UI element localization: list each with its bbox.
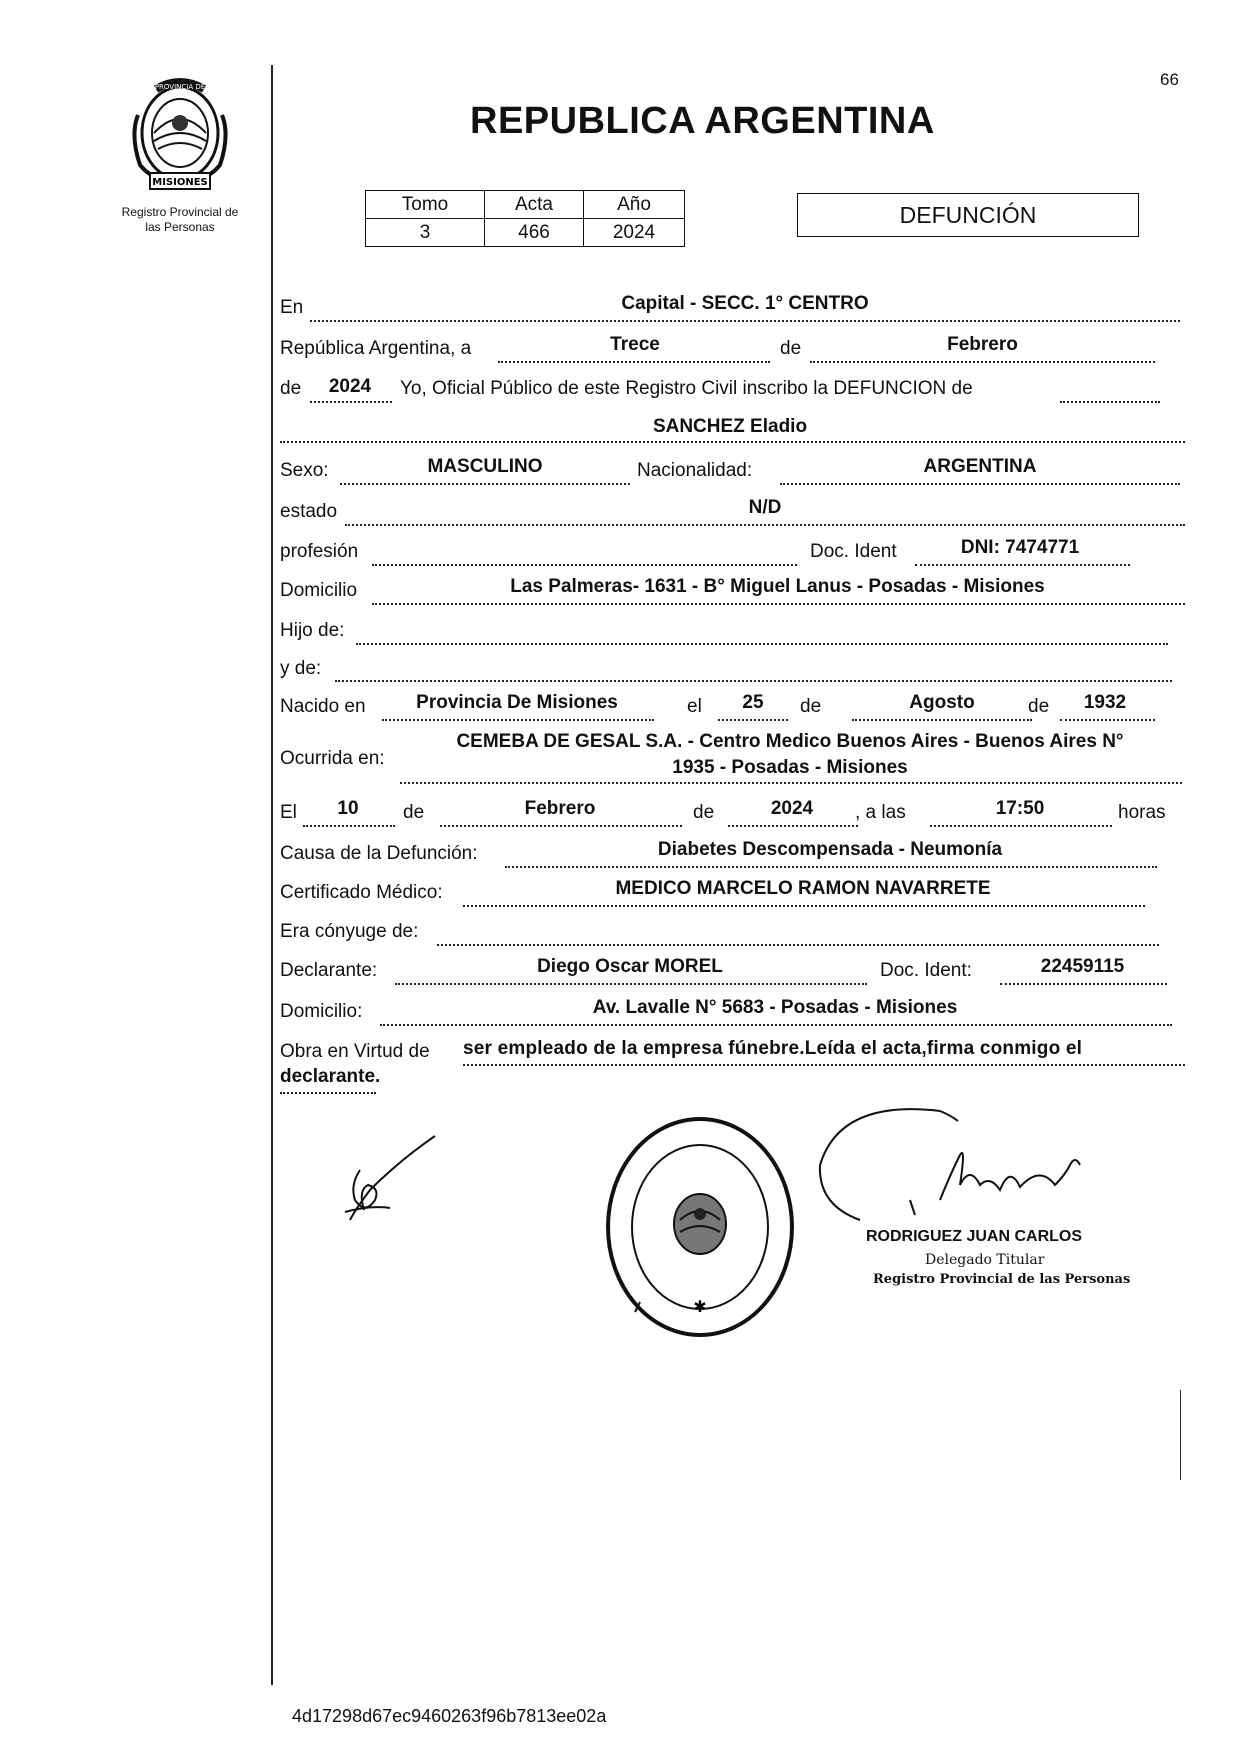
value-sexo: MASCULINO <box>427 456 543 477</box>
label-de: de <box>780 338 802 359</box>
value-nacido-dia: 25 <box>742 692 764 713</box>
value-lugar: Capital - SECC. 1° CENTRO <box>621 293 869 314</box>
header-acta: Acta <box>485 191 584 219</box>
label-nacionalidad: Nacionalidad: <box>637 460 753 481</box>
value-tomo: 3 <box>366 219 485 247</box>
label-conyuge: Era cónyuge de: <box>280 921 419 942</box>
label-domicilio-2: Domicilio: <box>280 1001 363 1022</box>
line-dia <box>498 361 770 363</box>
registry-name <box>100 205 260 235</box>
record-table <box>365 190 685 247</box>
official-org: Registro Provincial de las Personas <box>873 1272 1131 1287</box>
line-nombre <box>280 441 1185 443</box>
value-anio: 2024 <box>328 376 372 397</box>
svg-text:MISIONES: MISIONES <box>152 177 208 188</box>
value-anio: 2024 <box>584 219 685 247</box>
line-fallecio-mes <box>440 825 682 827</box>
line-sexo <box>340 483 630 485</box>
line-nacido-anio <box>1060 719 1155 721</box>
label-de-2: de <box>1028 696 1050 717</box>
left-margin-line <box>271 65 273 1685</box>
line-anio <box>310 401 392 403</box>
value-dni: DNI: 7474771 <box>960 537 1080 558</box>
line-declarante <box>395 983 867 985</box>
value-declarante-domicilio: Av. Lavalle N° 5683 - Posadas - Misiones <box>592 997 958 1018</box>
label-hijo-de: Hijo de: <box>280 620 345 641</box>
label-profesion: profesión <box>280 541 359 562</box>
value-acta: 466 <box>485 219 584 247</box>
line-hora <box>930 825 1112 827</box>
official-title: Delegado Titular <box>925 1252 1045 1268</box>
label-sexo: Sexo: <box>280 460 329 481</box>
line-domicilio <box>372 603 1185 605</box>
value-declarante-doc: 22459115 <box>1040 956 1125 977</box>
label-de-year: de <box>280 378 302 399</box>
value-obra-line-2: declarante. <box>280 1066 381 1087</box>
value-fallecio-dia: 10 <box>337 798 359 819</box>
value-nacido-lugar: Provincia De Misiones <box>416 692 618 713</box>
value-dia-letras: Trece <box>610 334 660 355</box>
line-nacido-lugar <box>382 719 654 721</box>
line-obra-1 <box>463 1064 1185 1066</box>
line-fallecio-anio <box>728 825 858 827</box>
label-yo-text: Yo, Oficial Público de este Registro Civil inscribo la DEFUNCION de <box>400 378 973 399</box>
label-estado: estado <box>280 501 338 522</box>
label-doc-ident: Doc. Ident <box>810 541 897 562</box>
right-margin-mark <box>1180 1390 1181 1480</box>
line-causa <box>505 866 1157 868</box>
value-ocurrida-line-2: 1935 - Posadas - Misiones <box>672 757 908 778</box>
page-number: 66 <box>1160 70 1179 89</box>
label-de-4: de <box>693 802 715 823</box>
svg-text:PROVINCIA DE: PROVINCIA DE <box>154 83 206 91</box>
declarant-signature <box>330 1130 450 1230</box>
value-obra-line-1: ser empleado de la empresa fúnebre.Leída el acta,firma conmigo el <box>463 1038 1083 1059</box>
line-declarante-domicilio <box>380 1024 1172 1026</box>
line-dni <box>915 564 1130 566</box>
line-ocurrida <box>400 782 1182 784</box>
line-fallecio-dia <box>303 825 395 827</box>
footer-hash: 4d17298d67ec9460263f96b7813ee02a <box>292 1706 607 1726</box>
line-mes <box>810 361 1155 363</box>
official-seal <box>600 1112 800 1342</box>
page-title: REPUBLICA ARGENTINA <box>470 100 935 142</box>
label-causa: Causa de la Defunción: <box>280 843 478 864</box>
line-nacionalidad <box>780 483 1180 485</box>
label-doc-ident-2: Doc. Ident: <box>880 960 972 981</box>
line-obra-2 <box>280 1092 376 1094</box>
line-profesion <box>372 564 797 566</box>
line-certificado <box>463 905 1145 907</box>
line-estado <box>345 524 1185 526</box>
line-lugar <box>310 320 1180 322</box>
label-certificado: Certificado Médico: <box>280 882 443 903</box>
line-y-de <box>335 680 1172 682</box>
line-conyuge <box>437 944 1159 946</box>
line-nacido-dia <box>718 719 788 721</box>
value-declarante: Diego Oscar MOREL <box>537 956 723 977</box>
label-de-3: de <box>403 802 425 823</box>
label-obra: Obra en Virtud de <box>280 1041 430 1062</box>
label-declarante: Declarante: <box>280 960 378 981</box>
label-horas: horas <box>1118 802 1166 823</box>
value-domicilio: Las Palmeras- 1631 - B° Miguel Lanus - Posadas - Misiones <box>510 576 1045 597</box>
value-nacido-anio: 1932 <box>1083 692 1127 713</box>
value-estado: N/D <box>748 497 782 518</box>
line-yo-end <box>1060 401 1160 403</box>
record-table-value-row <box>366 219 685 247</box>
value-nacido-mes: Agosto <box>909 692 975 713</box>
value-certificado: MEDICO MARCELO RAMON NAVARRETE <box>615 878 991 899</box>
line-nacido-mes <box>852 719 1032 721</box>
line-declarante-doc <box>1000 983 1167 985</box>
official-name: RODRIGUEZ JUAN CARLOS <box>866 1228 1083 1245</box>
province-emblem <box>120 75 240 195</box>
label-y-de: y de: <box>280 658 322 679</box>
value-hora: 17:50 <box>995 798 1045 819</box>
value-nacionalidad: ARGENTINA <box>923 456 1037 477</box>
value-nombre: SANCHEZ Eladio <box>652 416 808 437</box>
value-mes: Febrero <box>947 334 1018 355</box>
label-nacido-en: Nacido en <box>280 696 366 717</box>
value-fallecio-mes: Febrero <box>524 798 596 819</box>
svg-text:✱: ✱ <box>693 1297 707 1316</box>
registry-line-2: las Personas <box>145 220 215 234</box>
header-anio: Año <box>584 191 685 219</box>
record-table-header-row <box>366 191 685 219</box>
label-en: En <box>280 297 304 318</box>
line-hijo-de <box>356 643 1168 645</box>
label-ocurrida-en: Ocurrida en: <box>280 748 385 769</box>
label-domicilio: Domicilio <box>280 580 358 601</box>
header-tomo: Tomo <box>366 191 485 219</box>
label-republica: República Argentina, a <box>280 338 472 359</box>
label-de-1: de <box>800 696 822 717</box>
record-type-box: DEFUNCIÓN <box>797 193 1139 237</box>
value-fallecio-anio: 2024 <box>770 798 814 819</box>
value-causa: Diabetes Descompensada - Neumonía <box>657 839 1003 860</box>
value-ocurrida-line-1: CEMEBA DE GESAL S.A. - Centro Medico Buenos Aires - Buenos Aires N° <box>456 731 1124 752</box>
label-a-las: , a las <box>855 802 906 823</box>
label-el: el <box>687 696 702 717</box>
label-el-cap: El <box>280 802 297 823</box>
registry-line-1: Registro Provincial de <box>121 205 239 219</box>
